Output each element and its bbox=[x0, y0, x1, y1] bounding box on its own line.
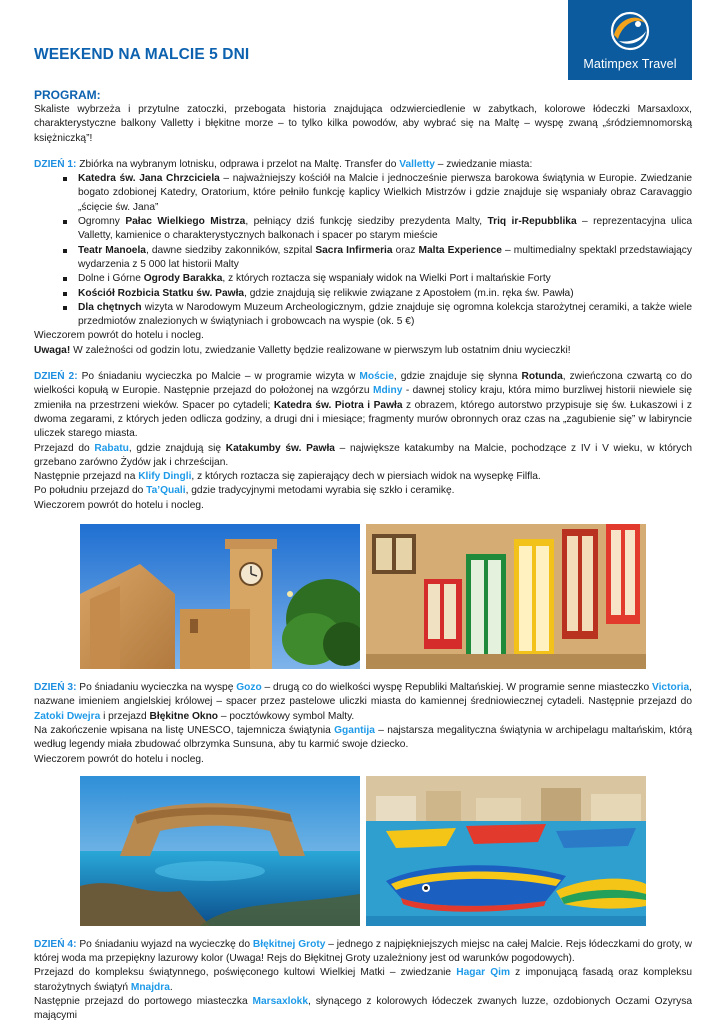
text: , zwieńczona czwartą co do wielkości kopułą w Europie. Następnie przejazd do położonej na wzgórzu bbox=[34, 371, 693, 397]
highlight: Błękitne Okno bbox=[149, 710, 219, 722]
day-1-section bbox=[34, 158, 692, 358]
text: Po śniadaniu wyjazd na wycieczkę do bbox=[76, 938, 253, 950]
text: – drugą co do wielkości wyspę Republiki Maltańskiej. W programie senne miasteczko bbox=[261, 682, 652, 694]
day-1-return: Wieczorem powrót do hotelu i nocleg. bbox=[34, 330, 204, 342]
text: , gdzie znajdują się relikwie związane z Apostołem (m.in. ręka św. Pawła) bbox=[244, 287, 574, 299]
day-2-paragraph bbox=[34, 470, 692, 484]
text: z obrazem, którego autorstwo przypisuje się św. Łukaszowi i z dwoma zegarami, z których jeden odlicza godziny, a drugi dni i miesiące; fragmenty murów obronnych oraz czas na „zagubienie się” w labiryncie uliczek starego miasta. bbox=[34, 399, 692, 440]
text: – zwiedzanie miasta: bbox=[434, 158, 533, 170]
text: Następnie przejazd na bbox=[34, 471, 139, 483]
highlight: Ogrody Barakka bbox=[143, 273, 223, 285]
program-intro: Skaliste wybrzeża i przytulne zatoczki, przebogata historia znajdująca odzwierciedlenie w zabytkach, kolorowe łódeczki Marsaxloxx, charakterystyczne balkony Valletty i błękitne morze – to tylko kilka powodów, aby wybrać się na Maltę – wyspę zwaną „śródziemnomorską księżniczką”! bbox=[34, 104, 692, 144]
day-4-section bbox=[34, 938, 692, 1024]
day-4-paragraph bbox=[34, 938, 692, 967]
azure-window-photo bbox=[80, 776, 360, 926]
text: Przejazd do bbox=[34, 442, 95, 454]
text: Po śniadaniu wycieczka na wyspę bbox=[76, 682, 237, 694]
text: , gdzie tradycyjnymi metodami wyrabia się szkło i ceramikę. bbox=[185, 485, 455, 497]
logo-swirl-icon bbox=[605, 9, 655, 53]
place-mnajdra: Mnajdra bbox=[130, 981, 170, 993]
highlight: Pałac Wielkiego Mistrza bbox=[125, 216, 246, 228]
day-2-section bbox=[34, 370, 692, 513]
text: – największe katakumby na Malcie, pochodzące z IV i V wieku, w których grzebano zarówno Żydów jak i chrześcijan. bbox=[34, 442, 692, 468]
list-item bbox=[78, 301, 692, 330]
highlight: Malta Experience bbox=[418, 244, 502, 256]
highlight: Rotunda bbox=[521, 371, 563, 383]
place-mdina: Mdiny bbox=[372, 385, 403, 397]
text: , nazwane imieniem angielskiej królowej – spacer przez pastelowe uliczki miasta do kamiennej średniowiecznej cytadeli. Następnie przejazd do bbox=[34, 682, 693, 708]
day-3-label: DZIEŃ 3: bbox=[34, 682, 77, 694]
text: Po śniadaniu wycieczka po Malcie – w programie wizyta w bbox=[77, 371, 360, 383]
place-gozo: Gozo bbox=[236, 682, 262, 694]
highlight: Sacra Infirmeria bbox=[315, 244, 393, 256]
photo-row-2 bbox=[34, 776, 692, 926]
highlight: Katakumby św. Pawła bbox=[225, 442, 335, 454]
text: Na zakończenie wpisana na listę UNESCO, tajemnicza świątynia bbox=[34, 724, 335, 736]
text: , pełniący dziś funkcję siedziby prezydenta Malty, bbox=[245, 216, 488, 228]
place-victoria: Victoria bbox=[651, 682, 690, 694]
text: Następnie przejazd do portowego miasteczka bbox=[34, 995, 253, 1007]
highlight: Katedra św. Jana Chrzciciela bbox=[78, 173, 220, 185]
day-2-label: DZIEŃ 2: bbox=[34, 371, 78, 383]
day-4-label: DZIEŃ 4: bbox=[34, 938, 77, 950]
text: Zbiórka na wybranym lotnisku, odprawa i przelot na Maltę. Transfer do bbox=[76, 158, 400, 170]
place-ggantija: Ggantija bbox=[334, 724, 375, 736]
text: wizyta w Narodowym Muzeum Archeologicznym, gdzie znajduje się ogromna kolekcja starożytnej ceramiki, a także wiele przedmiotów znalezionych w świątyniach i grobowcach na wyspie (ok. 5 €) bbox=[78, 301, 692, 328]
document-page bbox=[34, 0, 692, 1024]
highlight: Katedra św. Piotra i Pawła bbox=[273, 399, 403, 411]
day-2-paragraph bbox=[34, 370, 692, 441]
highlight: Dla chętnych bbox=[78, 301, 142, 313]
place-blue-grotto: Błękitnej Groty bbox=[252, 938, 326, 950]
place-hagar-qim: Hagar Qim bbox=[456, 967, 511, 979]
day-3-paragraph bbox=[34, 681, 692, 724]
citadel-clock-tower-photo bbox=[80, 524, 360, 669]
marsaxlokk-boats-photo bbox=[366, 776, 646, 926]
day-4-paragraph bbox=[34, 966, 692, 995]
text: i przejazd bbox=[100, 710, 150, 722]
page-title: WEEKEND NA MALCIE 5 DNI bbox=[34, 46, 250, 63]
place-ta-qali: Ta’Quali bbox=[146, 485, 186, 497]
text: Ogromny bbox=[78, 216, 126, 228]
page-header bbox=[34, 0, 692, 80]
day-2-return: Wieczorem powrót do hotelu i nocleg. bbox=[34, 499, 204, 511]
list-item bbox=[78, 215, 692, 244]
text: , z których roztacza się zapierający dech w piersiach widok na wysepkę Filfla. bbox=[191, 471, 541, 483]
text: Dolne i Górne bbox=[78, 273, 144, 285]
text: , dawne siedziby zakonników, szpital bbox=[145, 244, 316, 256]
text: Po południu przejazd do bbox=[34, 485, 147, 497]
day-1-label: DZIEŃ 1: bbox=[34, 158, 77, 170]
program-heading: PROGRAM: bbox=[34, 88, 101, 102]
text: oraz bbox=[392, 244, 419, 256]
list-item bbox=[78, 287, 692, 301]
list-item bbox=[78, 244, 692, 273]
day-4-paragraph bbox=[34, 995, 692, 1024]
highlight: Triq ir-Repubblika bbox=[487, 216, 577, 228]
text: – reprezentacyjna ulica Valletty, kamienice o charakterystycznych balkonach i spacer po starym mieście bbox=[78, 216, 692, 242]
place-dingli: Klify Dingli bbox=[138, 471, 192, 483]
list-item bbox=[78, 272, 692, 286]
text: W zależności od godzin lotu, zwiedzanie Valletty będzie realizowane w pierwszym lub ostatnim dniu wycieczki! bbox=[70, 344, 571, 356]
matimpex-logo bbox=[568, 0, 692, 80]
text: – najstarsza megalityczna świątynia w archipelagu maltańskim, którą według legendy miała zbudować olbrzymka Sunsuna, aby tu karmić swoje dziecko. bbox=[34, 724, 692, 751]
text: – multimedialny spektakl przedstawiający wydarzenia z 5 000 lat historii Malty bbox=[78, 244, 692, 270]
text: - dawnej stolicy kraju, która mimo burzliwej historii niewiele się zmieniła na przestrzeni wieków. Spacer po cytadeli; bbox=[34, 385, 692, 411]
place-dwejra: Zatoki Dwejra bbox=[34, 710, 101, 722]
text: , z których roztacza się wspaniały widok na Wielki Port i maltańskie Forty bbox=[222, 273, 551, 285]
highlight: Teatr Manoela bbox=[78, 244, 146, 256]
note-label: Uwaga! bbox=[34, 344, 71, 356]
day-1-note bbox=[34, 344, 692, 358]
text: , gdzie znajduje się słynna bbox=[393, 371, 522, 383]
photo-row-1 bbox=[34, 524, 692, 669]
place-mosta: Moście bbox=[359, 371, 394, 383]
day-3-section bbox=[34, 681, 692, 767]
place-marsaxlokk: Marsaxlokk bbox=[252, 995, 309, 1007]
place-rabat: Rabatu bbox=[94, 442, 129, 454]
text: – najważniejszy kościół na Malcie i jednocześnie pierwsza barokowa świątynia w Europie. Zwiedzanie bogato zdobionej Katedry, Oratorium, które pełniło funkcję kaplicy Wielkich Mistrzów i gdzie znajduje się wspaniały obraz Caravaggio „ścięcie św. Jana” bbox=[78, 173, 693, 213]
day-2-paragraph bbox=[34, 442, 692, 471]
text: – jednego z najpiękniejszych miejsc na całej Malcie. Rejs łódeczkami do groty, w której woda ma przepiękny lazurowy kolor (Uwaga! Rejs do Błękitnej Groty uzależniony jest od warunków pogodowych). bbox=[34, 938, 692, 965]
day-1-list bbox=[34, 172, 692, 329]
highlight: Kościół Rozbicia Statku św. Pawła bbox=[78, 287, 245, 299]
text: , słynącego z kolorowych łódeczek zwanych luzze, ozdobionych Oczami Ozyrysa mającymi bbox=[34, 995, 692, 1022]
text: z imponującą fasadą oraz kompleksu starożytnych świątyń bbox=[34, 967, 692, 993]
day-3-return: Wieczorem powrót do hotelu i nocleg. bbox=[34, 753, 204, 765]
text: . bbox=[169, 981, 173, 993]
day-1-intro bbox=[34, 158, 692, 172]
day-2-paragraph bbox=[34, 484, 692, 498]
valletta-balconies-photo bbox=[366, 524, 646, 669]
text: – pocztówkowy symbol Malty. bbox=[218, 710, 355, 722]
text: , gdzie znajdują się bbox=[128, 442, 226, 454]
day-3-paragraph bbox=[34, 724, 692, 753]
place-valletta: Valletty bbox=[399, 158, 435, 170]
list-item bbox=[78, 172, 692, 215]
logo-text: Matimpex Travel bbox=[583, 57, 677, 71]
text: Przejazd do kompleksu świątynnego, poświęconego kultowi Wielkiej Matki – zwiedzanie bbox=[34, 967, 457, 979]
